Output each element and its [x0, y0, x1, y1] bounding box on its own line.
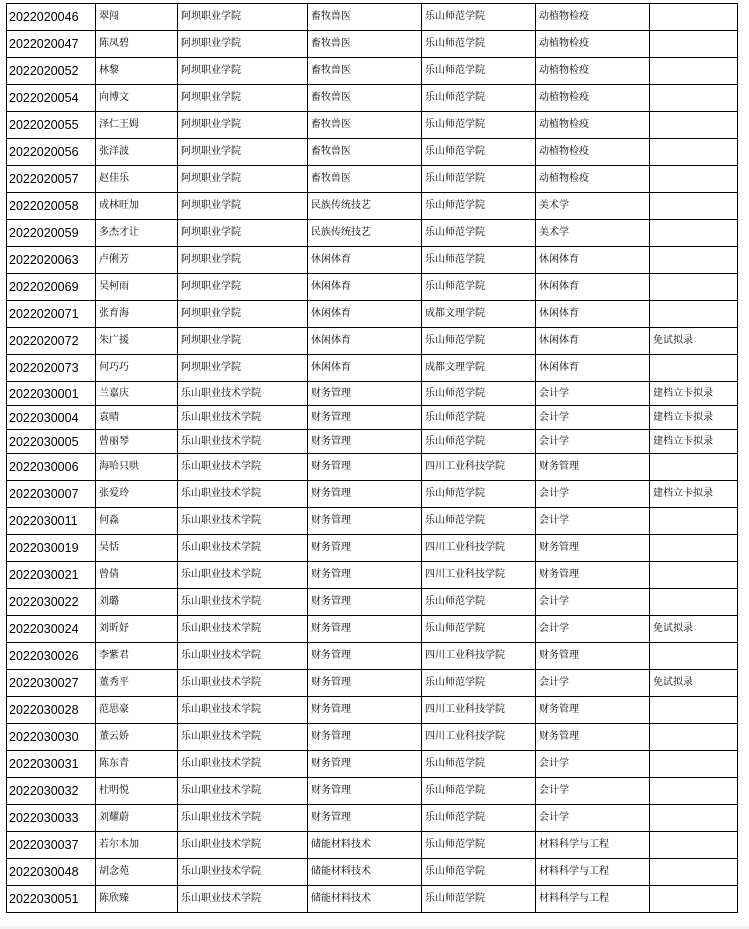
student-id-cell: 2022030021: [7, 562, 96, 589]
table-row: [7, 562, 738, 589]
student-name-cell: 刘耀蔚: [96, 805, 178, 832]
student-name-cell: 朱广援: [96, 328, 178, 355]
source-college-cell: 乐山职业技术学院: [178, 697, 308, 724]
table-row: [7, 193, 738, 220]
target-major-cell: 会计学: [536, 481, 650, 508]
table-body: [7, 4, 738, 913]
student-id-cell: 2022030030: [7, 724, 96, 751]
target-major-cell: 动植物检疫: [536, 166, 650, 193]
target-major-cell: 动植物检疫: [536, 58, 650, 85]
remark-cell: [650, 220, 738, 247]
source-major-cell: 财务管理: [308, 589, 422, 616]
student-name-cell: 陈欣臻: [96, 886, 178, 913]
source-college-cell: 乐山职业技术学院: [178, 643, 308, 670]
student-id-cell: 2022030037: [7, 832, 96, 859]
source-major-cell: 储能材料技术: [308, 832, 422, 859]
source-major-cell: 财务管理: [308, 481, 422, 508]
remark-cell: [650, 832, 738, 859]
target-university-cell: 乐山师范学院: [422, 589, 536, 616]
student-id-cell: 2022030031: [7, 751, 96, 778]
source-major-cell: 畜牧兽医: [308, 4, 422, 31]
table-row: [7, 697, 738, 724]
remark-cell: [650, 643, 738, 670]
target-university-cell: 乐山师范学院: [422, 805, 536, 832]
remark-cell: [650, 778, 738, 805]
target-university-cell: 成都文理学院: [422, 355, 536, 382]
student-name-cell: 杜明悦: [96, 778, 178, 805]
source-major-cell: 休闲体育: [308, 301, 422, 328]
student-id-cell: 2022030001: [7, 382, 96, 406]
target-university-cell: 乐山师范学院: [422, 220, 536, 247]
target-major-cell: 会计学: [536, 430, 650, 454]
remark-cell: [650, 58, 738, 85]
remark-cell: [650, 697, 738, 724]
student-id-cell: 2022030027: [7, 670, 96, 697]
source-major-cell: 财务管理: [308, 406, 422, 430]
target-university-cell: 乐山师范学院: [422, 508, 536, 535]
table-row: [7, 724, 738, 751]
source-college-cell: 乐山职业技术学院: [178, 751, 308, 778]
target-university-cell: 乐山师范学院: [422, 670, 536, 697]
source-college-cell: 阿坝职业学院: [178, 31, 308, 58]
admission-list-table: [6, 3, 738, 913]
student-id-cell: 2022030028: [7, 697, 96, 724]
source-major-cell: 财务管理: [308, 454, 422, 481]
target-major-cell: 会计学: [536, 805, 650, 832]
table-row: [7, 328, 738, 355]
target-university-cell: 乐山师范学院: [422, 58, 536, 85]
source-major-cell: 休闲体育: [308, 274, 422, 301]
student-name-cell: 翠闯: [96, 4, 178, 31]
student-id-cell: 2022020071: [7, 301, 96, 328]
source-college-cell: 乐山职业技术学院: [178, 832, 308, 859]
remark-cell: [650, 247, 738, 274]
source-college-cell: 乐山职业技术学院: [178, 454, 308, 481]
remark-cell: [650, 535, 738, 562]
remark-cell: [650, 859, 738, 886]
student-name-cell: 兰嘉庆: [96, 382, 178, 406]
source-major-cell: 畜牧兽医: [308, 166, 422, 193]
remark-cell: 建档立卡拟录: [650, 430, 738, 454]
table-row: [7, 274, 738, 301]
table-row: [7, 301, 738, 328]
student-id-cell: 2022020057: [7, 166, 96, 193]
table-row: [7, 886, 738, 913]
source-major-cell: 财务管理: [308, 643, 422, 670]
source-major-cell: 财务管理: [308, 805, 422, 832]
source-college-cell: 乐山职业技术学院: [178, 382, 308, 406]
table-row: [7, 535, 738, 562]
target-university-cell: 乐山师范学院: [422, 859, 536, 886]
student-name-cell: 陈凤碧: [96, 31, 178, 58]
target-major-cell: 美术学: [536, 220, 650, 247]
target-university-cell: 四川工业科技学院: [422, 724, 536, 751]
table-row: [7, 139, 738, 166]
target-university-cell: 乐山师范学院: [422, 31, 536, 58]
student-name-cell: 赵佳乐: [96, 166, 178, 193]
target-major-cell: 财务管理: [536, 454, 650, 481]
target-major-cell: 休闲体育: [536, 247, 650, 274]
student-id-cell: 2022030048: [7, 859, 96, 886]
table-row: [7, 4, 738, 31]
remark-cell: [650, 562, 738, 589]
target-university-cell: 四川工业科技学院: [422, 697, 536, 724]
source-major-cell: 畜牧兽医: [308, 31, 422, 58]
target-university-cell: 乐山师范学院: [422, 4, 536, 31]
student-id-cell: 2022030019: [7, 535, 96, 562]
remark-cell: [650, 508, 738, 535]
remark-cell: [650, 166, 738, 193]
target-university-cell: 乐山师范学院: [422, 112, 536, 139]
table-row: [7, 166, 738, 193]
student-name-cell: 刘璐: [96, 589, 178, 616]
table-row: [7, 247, 738, 274]
table-row: [7, 832, 738, 859]
target-major-cell: 材料科学与工程: [536, 832, 650, 859]
source-college-cell: 乐山职业技术学院: [178, 805, 308, 832]
table-row: [7, 85, 738, 112]
student-name-cell: 董秀平: [96, 670, 178, 697]
remark-cell: [650, 4, 738, 31]
student-name-cell: 曾倩: [96, 562, 178, 589]
source-major-cell: 休闲体育: [308, 355, 422, 382]
source-major-cell: 财务管理: [308, 616, 422, 643]
remark-cell: [650, 805, 738, 832]
source-college-cell: 阿坝职业学院: [178, 58, 308, 85]
student-id-cell: 2022030026: [7, 643, 96, 670]
student-name-cell: 张爱玲: [96, 481, 178, 508]
student-name-cell: 袁晴: [96, 406, 178, 430]
source-college-cell: 阿坝职业学院: [178, 4, 308, 31]
target-university-cell: 乐山师范学院: [422, 193, 536, 220]
remark-cell: [650, 724, 738, 751]
student-id-cell: 2022030022: [7, 589, 96, 616]
target-university-cell: 四川工业科技学院: [422, 643, 536, 670]
student-id-cell: 2022020052: [7, 58, 96, 85]
target-major-cell: 会计学: [536, 508, 650, 535]
source-major-cell: 财务管理: [308, 430, 422, 454]
target-major-cell: 材料科学与工程: [536, 886, 650, 913]
student-id-cell: 2022020046: [7, 4, 96, 31]
student-name-cell: 海哈只哄: [96, 454, 178, 481]
student-name-cell: 多杰才让: [96, 220, 178, 247]
table-row: [7, 58, 738, 85]
student-name-cell: 卢俐芳: [96, 247, 178, 274]
target-university-cell: 乐山师范学院: [422, 832, 536, 859]
student-name-cell: 刘昕妤: [96, 616, 178, 643]
student-id-cell: 2022030032: [7, 778, 96, 805]
student-name-cell: 林黎: [96, 58, 178, 85]
target-university-cell: 乐山师范学院: [422, 886, 536, 913]
student-id-cell: 2022030033: [7, 805, 96, 832]
remark-cell: [650, 139, 738, 166]
target-major-cell: 休闲体育: [536, 301, 650, 328]
target-major-cell: 会计学: [536, 589, 650, 616]
student-name-cell: 胡念苑: [96, 859, 178, 886]
table-row: [7, 406, 738, 430]
source-college-cell: 阿坝职业学院: [178, 85, 308, 112]
remark-cell: 免试拟录: [650, 616, 738, 643]
remark-cell: [650, 454, 738, 481]
target-major-cell: 动植物检疫: [536, 4, 650, 31]
target-university-cell: 乐山师范学院: [422, 247, 536, 274]
remark-cell: [650, 274, 738, 301]
table-row: [7, 805, 738, 832]
student-id-cell: 2022020054: [7, 85, 96, 112]
source-college-cell: 阿坝职业学院: [178, 274, 308, 301]
target-university-cell: 乐山师范学院: [422, 139, 536, 166]
source-college-cell: 乐山职业技术学院: [178, 859, 308, 886]
student-id-cell: 2022020058: [7, 193, 96, 220]
table-row: [7, 751, 738, 778]
table-row: [7, 31, 738, 58]
target-major-cell: 财务管理: [536, 643, 650, 670]
source-college-cell: 乐山职业技术学院: [178, 508, 308, 535]
target-university-cell: 乐山师范学院: [422, 778, 536, 805]
target-major-cell: 休闲体育: [536, 274, 650, 301]
target-university-cell: 乐山师范学院: [422, 382, 536, 406]
student-id-cell: 2022020056: [7, 139, 96, 166]
student-name-cell: 曾丽琴: [96, 430, 178, 454]
target-university-cell: 四川工业科技学院: [422, 535, 536, 562]
target-major-cell: 会计学: [536, 616, 650, 643]
student-name-cell: 张洋波: [96, 139, 178, 166]
student-id-cell: 2022020069: [7, 274, 96, 301]
source-major-cell: 财务管理: [308, 778, 422, 805]
student-name-cell: 何淼: [96, 508, 178, 535]
table-row: [7, 589, 738, 616]
student-id-cell: 2022020073: [7, 355, 96, 382]
source-college-cell: 乐山职业技术学院: [178, 778, 308, 805]
student-id-cell: 2022030007: [7, 481, 96, 508]
source-major-cell: 民族传统技艺: [308, 193, 422, 220]
source-college-cell: 阿坝职业学院: [178, 166, 308, 193]
source-major-cell: 财务管理: [308, 508, 422, 535]
table-row: [7, 481, 738, 508]
source-major-cell: 财务管理: [308, 724, 422, 751]
source-college-cell: 乐山职业技术学院: [178, 616, 308, 643]
source-major-cell: 储能材料技术: [308, 859, 422, 886]
student-id-cell: 2022030051: [7, 886, 96, 913]
table-row: [7, 355, 738, 382]
student-id-cell: 2022030011: [7, 508, 96, 535]
target-major-cell: 财务管理: [536, 562, 650, 589]
source-major-cell: 财务管理: [308, 697, 422, 724]
target-university-cell: 四川工业科技学院: [422, 454, 536, 481]
target-major-cell: 财务管理: [536, 724, 650, 751]
table-row: [7, 430, 738, 454]
target-major-cell: 动植物检疫: [536, 31, 650, 58]
student-id-cell: 2022020055: [7, 112, 96, 139]
source-college-cell: 阿坝职业学院: [178, 355, 308, 382]
target-university-cell: 乐山师范学院: [422, 430, 536, 454]
source-major-cell: 民族传统技艺: [308, 220, 422, 247]
target-major-cell: 财务管理: [536, 697, 650, 724]
target-major-cell: 会计学: [536, 778, 650, 805]
target-major-cell: 材料科学与工程: [536, 859, 650, 886]
source-major-cell: 休闲体育: [308, 247, 422, 274]
target-major-cell: 财务管理: [536, 535, 650, 562]
target-university-cell: 乐山师范学院: [422, 406, 536, 430]
target-university-cell: 成都文理学院: [422, 301, 536, 328]
target-university-cell: 乐山师范学院: [422, 481, 536, 508]
remark-cell: [650, 355, 738, 382]
source-college-cell: 乐山职业技术学院: [178, 724, 308, 751]
source-major-cell: 财务管理: [308, 751, 422, 778]
student-name-cell: 张育海: [96, 301, 178, 328]
target-major-cell: 休闲体育: [536, 328, 650, 355]
target-university-cell: 乐山师范学院: [422, 274, 536, 301]
remark-cell: 建档立卡拟录: [650, 481, 738, 508]
student-id-cell: 2022030005: [7, 430, 96, 454]
source-major-cell: 财务管理: [308, 562, 422, 589]
target-major-cell: 动植物检疫: [536, 112, 650, 139]
table-row: [7, 508, 738, 535]
table-row: [7, 112, 738, 139]
target-university-cell: 乐山师范学院: [422, 328, 536, 355]
student-id-cell: 2022030004: [7, 406, 96, 430]
table-row: [7, 382, 738, 406]
source-college-cell: 乐山职业技术学院: [178, 670, 308, 697]
student-name-cell: 吴柯雨: [96, 274, 178, 301]
remark-cell: [650, 193, 738, 220]
table-row: [7, 778, 738, 805]
table-row: [7, 454, 738, 481]
source-major-cell: 休闲体育: [308, 328, 422, 355]
student-name-cell: 若尔木加: [96, 832, 178, 859]
student-name-cell: 范思豪: [96, 697, 178, 724]
source-major-cell: 畜牧兽医: [308, 58, 422, 85]
student-name-cell: 何巧巧: [96, 355, 178, 382]
remark-cell: [650, 112, 738, 139]
remark-cell: 建档立卡拟录: [650, 382, 738, 406]
target-major-cell: 会计学: [536, 670, 650, 697]
source-major-cell: 畜牧兽医: [308, 112, 422, 139]
student-name-cell: 李紫君: [96, 643, 178, 670]
target-major-cell: 会计学: [536, 751, 650, 778]
source-major-cell: 财务管理: [308, 670, 422, 697]
student-name-cell: 董云娇: [96, 724, 178, 751]
source-college-cell: 乐山职业技术学院: [178, 406, 308, 430]
target-university-cell: 乐山师范学院: [422, 616, 536, 643]
table-row: [7, 643, 738, 670]
student-name-cell: 吴恬: [96, 535, 178, 562]
student-id-cell: 2022020072: [7, 328, 96, 355]
source-college-cell: 阿坝职业学院: [178, 139, 308, 166]
target-major-cell: 会计学: [536, 382, 650, 406]
student-id-cell: 2022020063: [7, 247, 96, 274]
remark-cell: [650, 301, 738, 328]
table-row: [7, 670, 738, 697]
source-college-cell: 乐山职业技术学院: [178, 562, 308, 589]
source-college-cell: 阿坝职业学院: [178, 328, 308, 355]
source-college-cell: 乐山职业技术学院: [178, 589, 308, 616]
source-college-cell: 阿坝职业学院: [178, 220, 308, 247]
student-name-cell: 陈东青: [96, 751, 178, 778]
source-college-cell: 乐山职业技术学院: [178, 430, 308, 454]
source-college-cell: 阿坝职业学院: [178, 112, 308, 139]
source-major-cell: 储能材料技术: [308, 886, 422, 913]
source-major-cell: 畜牧兽医: [308, 139, 422, 166]
remark-cell: [650, 589, 738, 616]
source-major-cell: 财务管理: [308, 535, 422, 562]
remark-cell: [650, 751, 738, 778]
target-university-cell: 四川工业科技学院: [422, 562, 536, 589]
target-major-cell: 动植物检疫: [536, 139, 650, 166]
remark-cell: [650, 31, 738, 58]
student-id-cell: 2022020047: [7, 31, 96, 58]
target-major-cell: 美术学: [536, 193, 650, 220]
student-id-cell: 2022030024: [7, 616, 96, 643]
remark-cell: [650, 886, 738, 913]
table-row: [7, 220, 738, 247]
source-college-cell: 乐山职业技术学院: [178, 535, 308, 562]
student-name-cell: 成林旺加: [96, 193, 178, 220]
student-id-cell: 2022020059: [7, 220, 96, 247]
remark-cell: 建档立卡拟录: [650, 406, 738, 430]
target-major-cell: 休闲体育: [536, 355, 650, 382]
source-major-cell: 畜牧兽医: [308, 85, 422, 112]
target-major-cell: 动植物检疫: [536, 85, 650, 112]
student-id-cell: 2022030006: [7, 454, 96, 481]
remark-cell: [650, 85, 738, 112]
target-university-cell: 乐山师范学院: [422, 85, 536, 112]
source-college-cell: 阿坝职业学院: [178, 301, 308, 328]
table-row: [7, 616, 738, 643]
target-university-cell: 乐山师范学院: [422, 166, 536, 193]
student-name-cell: 泽仁王姆: [96, 112, 178, 139]
source-college-cell: 阿坝职业学院: [178, 193, 308, 220]
remark-cell: 免试拟录: [650, 670, 738, 697]
table-row: [7, 859, 738, 886]
source-major-cell: 财务管理: [308, 382, 422, 406]
source-college-cell: 阿坝职业学院: [178, 247, 308, 274]
source-college-cell: 乐山职业技术学院: [178, 886, 308, 913]
target-university-cell: 乐山师范学院: [422, 751, 536, 778]
remark-cell: 免试拟录: [650, 328, 738, 355]
student-name-cell: 向博文: [96, 85, 178, 112]
target-major-cell: 会计学: [536, 406, 650, 430]
source-college-cell: 乐山职业技术学院: [178, 481, 308, 508]
